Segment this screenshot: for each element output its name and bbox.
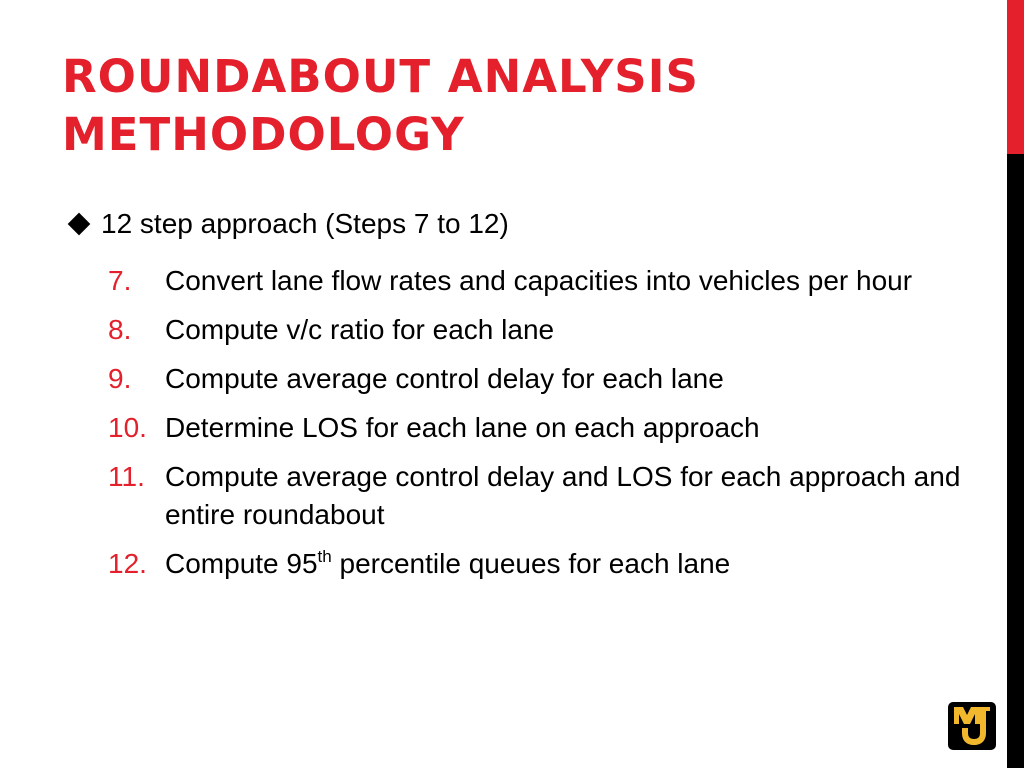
step-text	[165, 545, 968, 583]
list-item	[108, 458, 968, 534]
side-accent-bar-black	[1007, 154, 1024, 768]
slide-title-line-2: METHODOLOGY	[62, 108, 465, 161]
steps-list	[108, 262, 968, 594]
step-text: Compute v/c ratio for each lane	[165, 314, 555, 345]
main-bullet-text: 12 step approach (Steps 7 to 12)	[101, 208, 509, 239]
step-number: 9.	[108, 363, 132, 394]
list-item	[108, 545, 968, 583]
list-item	[108, 409, 968, 447]
step-text: Convert lane flow rates and capacities into vehicles per hour	[165, 265, 913, 296]
step-number: 12.	[108, 548, 147, 579]
step-text-part: percentile queues for each lane	[331, 548, 731, 579]
list-item	[108, 262, 968, 300]
slide-title	[62, 48, 982, 164]
mizzou-logo-graphic	[948, 702, 996, 750]
step-text: Compute average control delay and LOS for each approach and entire roundabout	[165, 461, 961, 530]
step-text: Compute average control delay for each lane	[165, 363, 724, 394]
superscript-text: th	[317, 547, 332, 566]
slide-title-line-1: ROUNDABOUT ANALYSIS	[62, 50, 699, 103]
mizzou-logo-icon	[948, 702, 996, 750]
main-bullet	[64, 205, 509, 243]
step-text: Determine LOS for each lane on each approach	[165, 412, 760, 443]
step-number: 10.	[108, 412, 147, 443]
step-text-part: Compute 95	[165, 548, 318, 579]
step-number: 11.	[108, 461, 145, 492]
list-item	[108, 360, 968, 398]
side-accent-bar-red	[1007, 0, 1024, 154]
list-item	[108, 311, 968, 349]
step-number: 8.	[108, 314, 132, 345]
diamond-bullet-icon	[68, 213, 91, 236]
step-number: 7.	[108, 265, 132, 296]
